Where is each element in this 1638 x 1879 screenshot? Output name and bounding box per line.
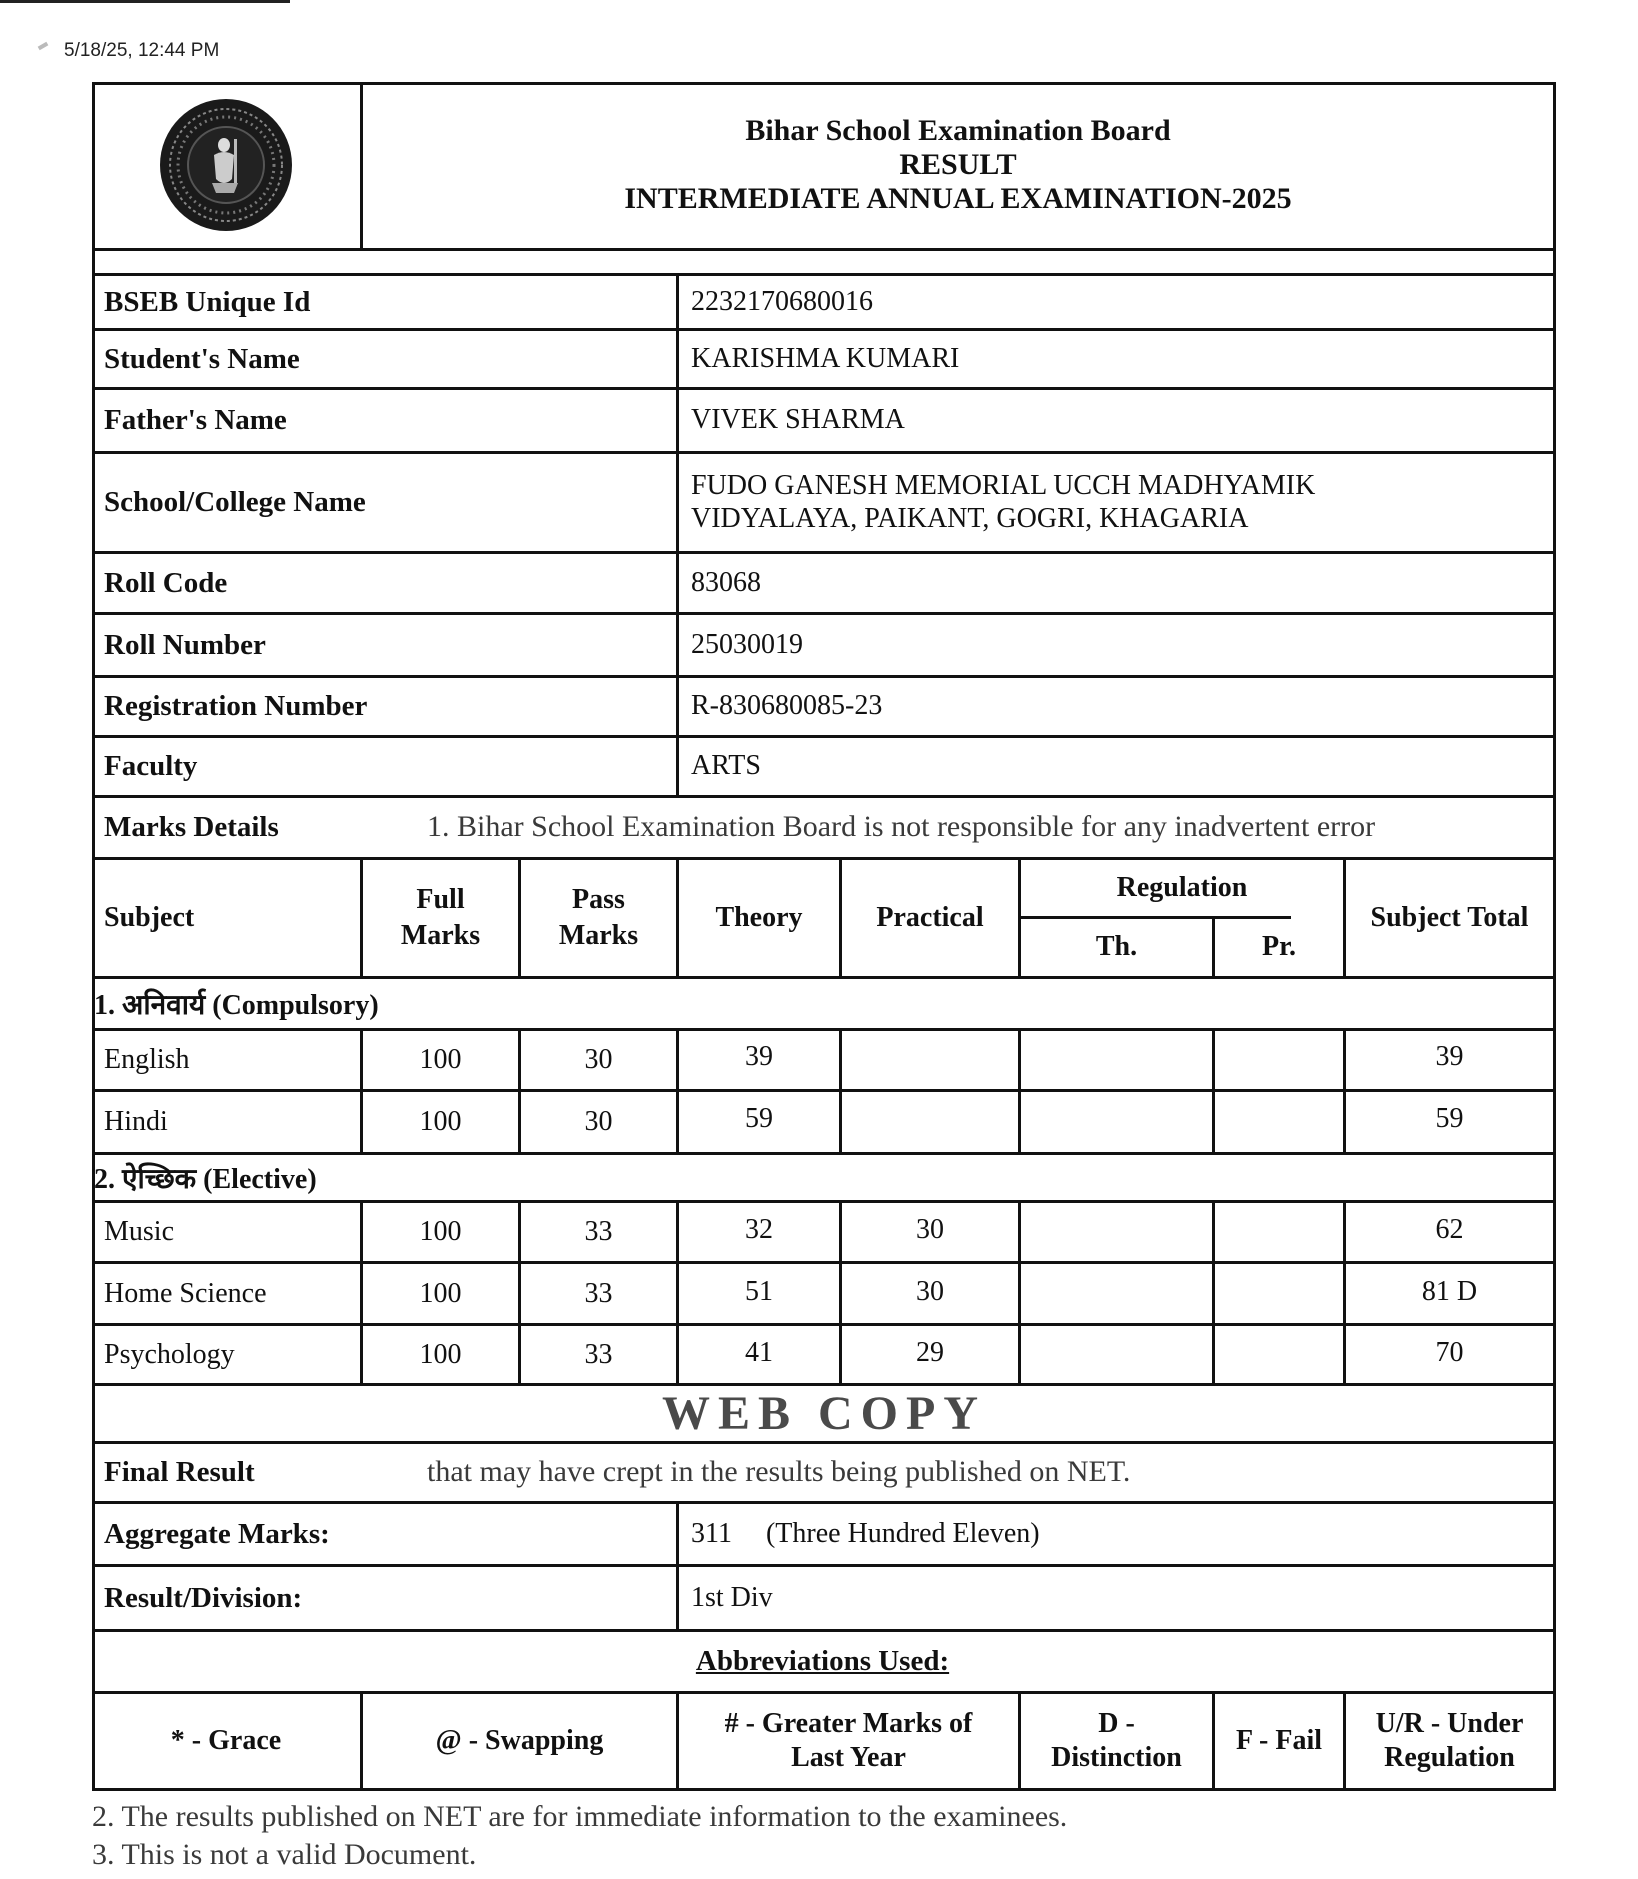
abbr-under-regulation-line2: Regulation [1384,1742,1515,1773]
regulation-pr [1215,1203,1343,1257]
pass-marks: 33 [584,1216,613,1247]
subject-total: 81 D [1421,1275,1478,1307]
print-timestamp: 5/18/25, 12:44 PM [64,40,220,61]
abbr-grace [92,1694,360,1788]
col-subject: Subject [104,901,195,933]
rule [92,1383,1556,1386]
scan-speck [38,42,49,50]
theory-marks: 39 [745,1041,773,1072]
board-name: Bihar School Examination Board [745,114,1171,147]
col-subject-total: Subject Total [1370,901,1529,933]
roll-number-value: 25030019 [691,628,803,660]
marks-details-title: Marks Details [104,811,279,843]
regulation-th [1021,1092,1212,1146]
final-result-title: Final Result [104,1456,255,1488]
abbreviations-title: Abbreviations Used: [695,1645,950,1677]
division-value: 1st Div [691,1581,773,1613]
regulation-pr [1215,1326,1343,1379]
disclaimer-note-3: 3. This is not a valid Document. [92,1838,477,1871]
theory-marks: 41 [745,1336,773,1368]
disclaimer-note-1b: that may have crept in the results being published on NET. [427,1455,1131,1488]
student-name-label: Student's Name [104,342,300,375]
practical-marks [842,1092,1018,1146]
full-marks: 100 [419,1044,462,1075]
subject-name: Psychology [104,1338,235,1370]
registration-label: Registration Number [104,690,368,722]
full-marks: 100 [419,1106,462,1137]
rule [92,1788,1556,1791]
group-elective-title: 2. ऐच्छिक (Elective) [94,1163,317,1195]
abbr-distinction-line2: Distinction [1051,1742,1182,1773]
col-pass-marks-line2: Marks [558,920,639,951]
col-full-marks-line1: Full [416,883,465,915]
school-name-label: School/College Name [104,486,366,518]
subject-name: Hindi [104,1106,168,1137]
school-name-line2: VIDYALAYA, PAIKANT, GOGRI, KHAGARIA [691,502,1249,534]
theory-marks: 51 [745,1275,773,1307]
abbr-under-regulation [1346,1694,1553,1788]
col-pass-marks [521,860,676,976]
abbreviations-title-cell [92,1632,1553,1691]
abbr-greater-marks-line2: Last Year [791,1742,906,1773]
roll-number-label: Roll Number [104,628,266,661]
abbr-fail [1215,1694,1343,1788]
regulation-pr [1215,1264,1343,1319]
bseb-seal-icon [158,97,294,233]
regulation-th [1021,1203,1212,1257]
col-full-marks [363,860,518,976]
bseb-logo [92,82,360,248]
exam-name: INTERMEDIATE ANNUAL EXAMINATION-2025 [624,182,1292,215]
disclaimer-note-2: 2. The results published on NET are for immediate information to the examinees. [92,1800,1068,1833]
subject-total: 39 [1435,1041,1464,1072]
abbr-distinction-line1: D - [1098,1708,1135,1740]
full-marks: 100 [419,1277,462,1309]
title-block [363,82,1553,248]
abbr-greater-marks-line1: # - Greater Marks of [724,1708,973,1740]
abbr-swapping-text: @ - Swapping [435,1725,604,1757]
subject-total: 62 [1435,1214,1464,1245]
subject-name: English [104,1044,190,1075]
pass-marks: 30 [584,1044,613,1075]
document-type: RESULT [899,148,1017,181]
full-marks: 100 [419,1216,462,1247]
pass-marks: 33 [584,1277,613,1309]
practical-marks: 30 [916,1275,944,1307]
abbr-swapping [363,1694,676,1788]
col-regulation-pr: Pr. [1262,931,1296,963]
full-marks: 100 [419,1338,462,1370]
regulation-th [1021,1326,1212,1379]
col-pass-marks-line1: Pass [572,883,625,915]
practical-marks: 29 [916,1336,944,1368]
group-compulsory-title: 1. अनिवार्य (Compulsory) [94,989,379,1021]
pass-marks: 30 [584,1106,613,1137]
col-practical: Practical [876,901,984,933]
unique-id-value: 2232170680016 [691,285,873,317]
division-label: Result/Division: [104,1581,303,1614]
regulation-pr [1215,1092,1343,1146]
theory-marks: 32 [745,1214,773,1245]
aggregate-words: (Three Hundred Eleven) [765,1517,1040,1549]
practical-marks: 30 [916,1214,944,1245]
page-top-edge [0,0,290,3]
subject-name: Music [104,1216,174,1247]
abbr-distinction [1021,1694,1212,1788]
registration-value: R-830680085-23 [691,690,883,722]
regulation-th [1021,1031,1212,1083]
aggregate-value [679,1504,1549,1564]
unique-id-label: BSEB Unique Id [104,285,311,318]
aggregate-label: Aggregate Marks: [104,1517,330,1550]
father-name-label: Father's Name [104,404,287,436]
rule [92,248,1556,251]
theory-marks: 59 [745,1103,773,1134]
abbr-fail-text: F - Fail [1235,1725,1323,1757]
abbr-grace-text: * - Grace [170,1725,282,1757]
abbr-under-regulation-line1: U/R - Under [1375,1708,1524,1740]
aggregate-marks: 311 [691,1517,732,1549]
col-regulation: Regulation [1116,871,1248,903]
faculty-value: ARTS [691,750,761,782]
disclaimer-note-1a: 1. Bihar School Examination Board is not responsible for any inadvertent error [427,810,1376,843]
pass-marks: 33 [584,1338,613,1370]
regulation-th [1021,1264,1212,1319]
roll-code-label: Roll Code [104,566,228,599]
school-name-value [679,454,1549,551]
col-theory: Theory [715,901,803,933]
subject-total: 59 [1435,1103,1464,1134]
roll-code-value: 83068 [691,566,761,598]
web-copy-watermark: WEB COPY [661,1387,986,1440]
col-full-marks-line2: Marks [400,920,481,951]
student-name-value: KARISHMA KUMARI [691,342,960,374]
result-document [92,82,1556,1791]
faculty-label: Faculty [104,750,198,782]
practical-marks [842,1031,1018,1083]
abbr-greater-marks [679,1694,1018,1788]
border-right [1553,82,1556,1791]
subject-name: Home Science [104,1277,267,1309]
father-name-value: VIVEK SHARMA [691,404,905,436]
subject-total: 70 [1435,1336,1464,1368]
school-name-line1: FUDO GANESH MEMORIAL UCCH MADHYAMIK [691,470,1316,502]
col-regulation-th: Th. [1095,931,1138,963]
regulation-pr [1215,1031,1343,1083]
